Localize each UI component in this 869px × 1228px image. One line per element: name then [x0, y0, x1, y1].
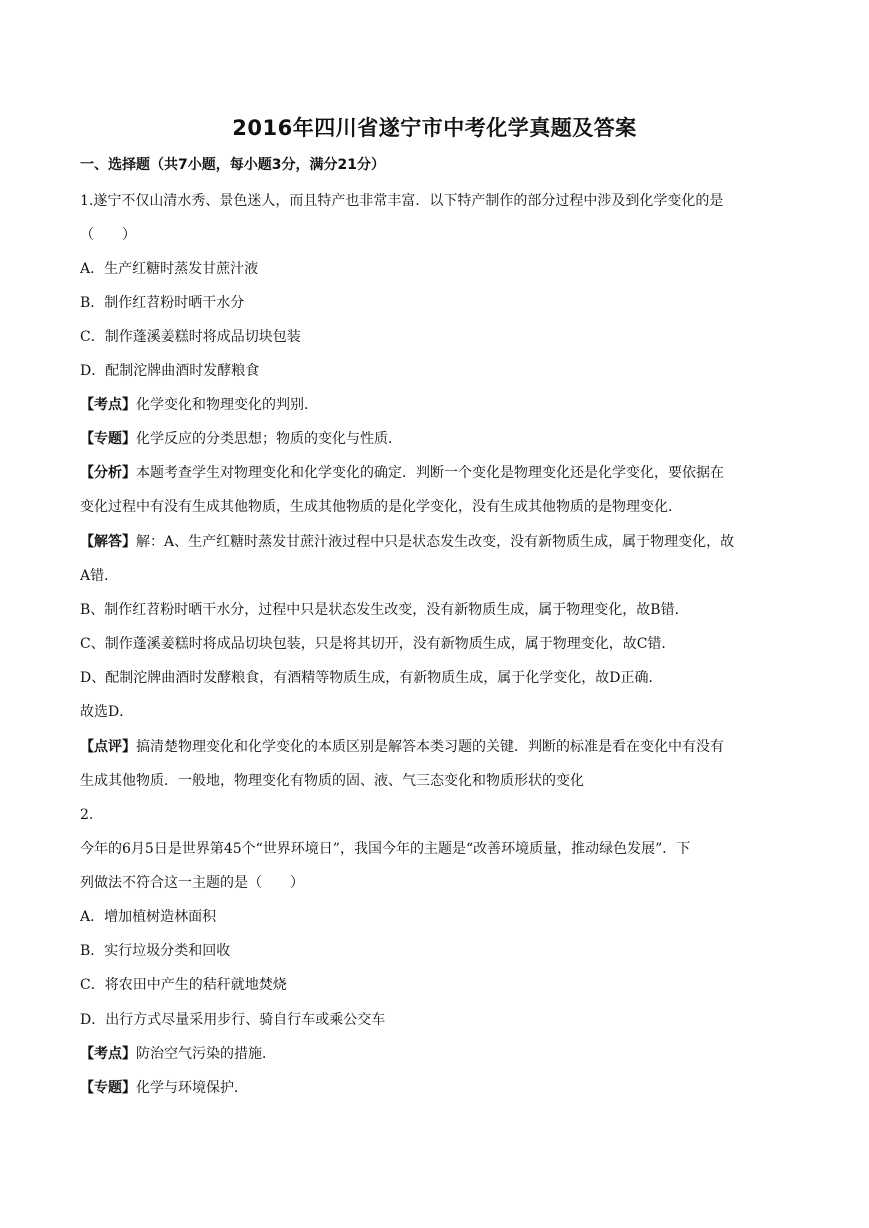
q1-option-a: A．生产红糖时蒸发甘蔗汁液: [80, 261, 259, 277]
q1-option-c: C．制作蓬溪姜糕时将成品切块包装: [80, 329, 301, 345]
q1-jieda-line1: [80, 532, 792, 552]
q1-jieda-line4: C、制作蓬溪姜糕时将成品切块包装，只是将其切开，没有新物质生成，属于物理变化，故C错．: [80, 636, 676, 652]
q1-option-b: B．制作红苕粉时晒干水分: [80, 295, 245, 311]
q2-option-a: A．增加植树造林面积: [80, 909, 217, 925]
page-title: 2016年四川省遂宁市中考化学真题及答案: [232, 116, 637, 140]
q1-kaodian: [80, 395, 792, 415]
q1-dianping-label: 【点评】: [80, 739, 136, 755]
section-heading: 一、选择题（共7小题，每小题3分，满分21分）: [80, 157, 385, 173]
q1-zhuanti-label: 【专题】: [80, 431, 136, 447]
q2-option-b: B．实行垃圾分类和回收: [80, 943, 231, 959]
q1-fenxi-text1: 本题考查学生对物理变化和化学变化的确定．判断一个变化是物理变化还是化学变化，要依据在: [136, 465, 724, 481]
q1-jieda-line2: A错．: [80, 568, 119, 584]
q2-number: 2.: [80, 807, 94, 823]
q1-jieda-label: 【解答】: [80, 534, 136, 550]
q1-zhuanti: [80, 429, 792, 449]
q1-option-d: D．配制沱牌曲酒时发酵粮食: [80, 363, 260, 379]
q1-fenxi-line2: 变化过程中有没有生成其他物质，生成其他物质的是化学变化，没有生成其他物质的是物理变化．: [80, 499, 682, 515]
q1-dianping-text1: 搞清楚物理变化和化学变化的本质区别是解答本类习题的关键．判断的标准是看在变化中有没有: [136, 739, 724, 755]
q2-option-c: C．将农田中产生的秸秆就地焚烧: [80, 977, 287, 993]
q1-fenxi-line1: [80, 463, 792, 483]
q1-answer: 故选D．: [80, 704, 134, 720]
q1-stem-line1: 1.遂宁不仅山清水秀、景色迷人，而且特产也非常丰富．以下特产制作的部分过程中涉及到化学变化的是: [80, 193, 724, 209]
q2-kaodian: [80, 1044, 792, 1064]
q2-zhuanti-label: 【专题】: [80, 1080, 136, 1096]
q2-stem-line1: 今年的6月5日是世界第45个“世界环境日”，我国今年的主题是“改善环境质量，推动绿色发展”．下: [80, 841, 691, 857]
q1-zhuanti-text: 化学反应的分类思想；物质的变化与性质．: [136, 431, 402, 447]
q1-kaodian-text: 化学变化和物理变化的判别．: [136, 397, 318, 413]
q1-jieda-text1: 解：A、生产红糖时蒸发甘蔗汁液过程中只是状态发生改变，没有新物质生成，属于物理变化，故: [136, 534, 735, 550]
q2-kaodian-label: 【考点】: [80, 1046, 136, 1062]
q1-stem-line2: （ ）: [80, 227, 136, 243]
q2-zhuanti-text: 化学与环境保护．: [136, 1080, 248, 1096]
q1-fenxi-label: 【分析】: [80, 465, 136, 481]
q1-kaodian-label: 【考点】: [80, 397, 136, 413]
q2-zhuanti: [80, 1078, 792, 1098]
q1-dianping-line1: [80, 737, 792, 757]
q1-jieda-line3: B、制作红苕粉时晒干水分，过程中只是状态发生改变，没有新物质生成，属于物理变化，故B错．: [80, 602, 689, 618]
q2-kaodian-text: 防治空气污染的措施．: [136, 1046, 276, 1062]
q2-option-d: D．出行方式尽量采用步行、骑自行车或乘公交车: [80, 1012, 386, 1028]
q2-stem-line2: 列做法不符合这一主题的是（ ）: [80, 875, 304, 891]
q1-jieda-line5: D、配制沱牌曲酒时发酵粮食，有酒精等物质生成，有新物质生成，属于化学变化，故D正确．: [80, 670, 663, 686]
q1-dianping-line2: 生成其他物质．一般地，物理变化有物质的固、液、气三态变化和物质形状的变化: [80, 773, 584, 789]
